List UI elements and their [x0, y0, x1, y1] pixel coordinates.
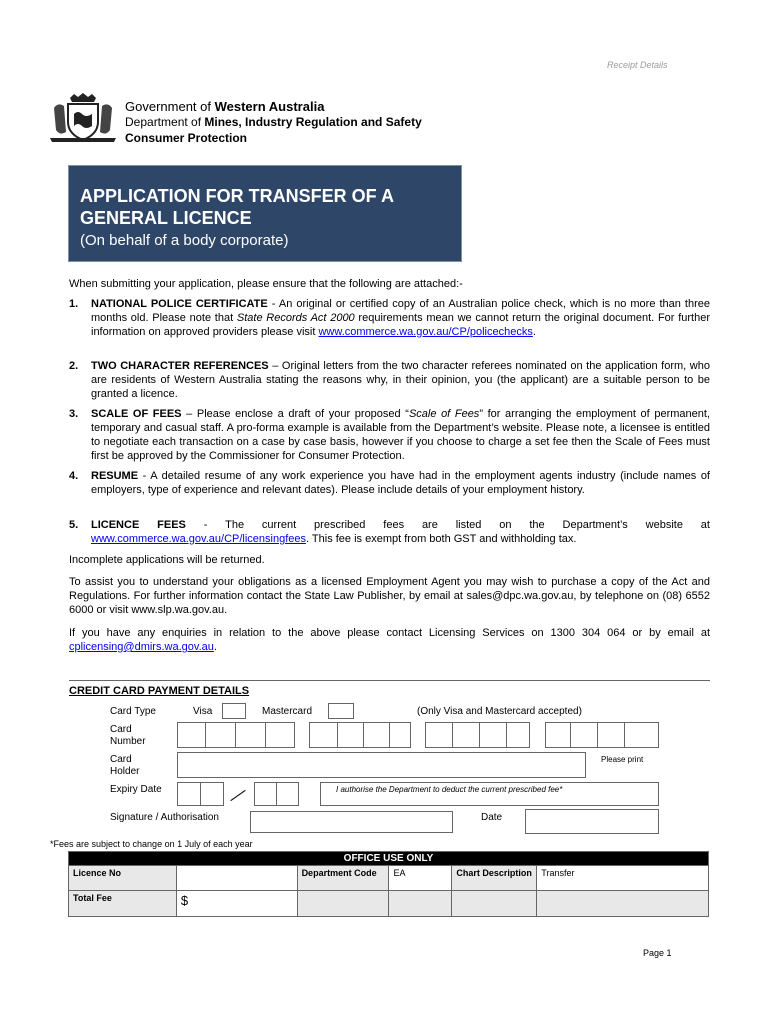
card-holder-label-line1: Card	[110, 754, 132, 765]
item-text-italic: State Records Act 2000	[236, 312, 355, 324]
card-number-digit[interactable]	[597, 722, 625, 748]
office-blank-cell	[297, 891, 389, 917]
licence-no-field[interactable]	[176, 866, 297, 891]
requirement-item-resume	[69, 469, 710, 497]
item-text-italic: Scale of Fees	[408, 408, 480, 420]
enquiries-text: .	[213, 641, 217, 653]
dept-name-bold: Mines, Industry Regulation and Safety	[204, 115, 422, 129]
dollar-sign: $	[180, 893, 189, 908]
form-subtitle: (On behalf of a body corporate)	[80, 232, 289, 249]
licensing-fees-link[interactable]: www.commerce.wa.gov.au/CP/licensingfees	[91, 533, 306, 545]
card-holder-input[interactable]	[177, 752, 586, 778]
item-heading: SCALE OF FEES	[91, 408, 182, 420]
authorise-note: I authorise the Department to deduct the current prescribed fee*	[336, 785, 563, 794]
accepted-cards-note: (Only Visa and Mastercard accepted)	[417, 706, 582, 717]
card-number-digit[interactable]	[265, 722, 295, 748]
item-text: requirements mean we cannot return the original document. For further information on approved providers please visit	[91, 312, 710, 338]
form-title-line2: GENERAL LICENCE	[80, 208, 252, 228]
card-number-label	[110, 724, 146, 748]
government-name	[125, 99, 324, 114]
item-heading: TWO CHARACTER REFERENCES	[91, 360, 269, 372]
card-number-label-line1: Card	[110, 724, 132, 735]
card-number-digit[interactable]	[309, 722, 338, 748]
expiry-month-digit[interactable]	[200, 782, 224, 806]
requirement-item-police-certificate	[69, 297, 710, 339]
enquiries-text: If you have any enquiries in relation to the above please contact Licensing Services on 1300 304 064 or by email at	[69, 627, 710, 639]
date-field[interactable]	[525, 809, 659, 834]
assist-paragraph: To assist you to understand your obligations as a licensed Employment Agent you may wish to purchase a copy of the Act and Regulations. For further information contact the State Law Publisher, by email at sales@dpc.wa.gov.au, by telephone on (08) 6552 6000 or visit www.slp.wa.gov.au.	[69, 576, 710, 616]
incomplete-notice: Incomplete applications will be returned.	[69, 554, 265, 566]
visa-checkbox[interactable]	[222, 703, 246, 719]
requirement-item-licence-fees	[69, 518, 710, 546]
signature-label: Signature / Authorisation	[110, 812, 219, 823]
card-number-digit[interactable]	[389, 722, 411, 748]
wa-crest-logo	[48, 92, 118, 144]
visa-label: Visa	[193, 706, 213, 717]
item-number: 5.	[69, 519, 79, 531]
receipt-details-label: Receipt Details	[607, 60, 668, 70]
card-number-digit[interactable]	[479, 722, 507, 748]
page-number: Page 1	[643, 948, 672, 958]
chart-description-text: Chart Description	[456, 868, 532, 878]
gov-name-bold: Western Australia	[214, 99, 325, 114]
please-print-note: Please print	[601, 755, 644, 764]
item-text: ” for arranging the employment of permanent, temporary and casual staff. A pro-forma example is available from the Department’s website. Please note, a licensee is entitled to negotiate each transaction on a case by case basis, however if you choose to charge a set fee then the Scale of Fees must first be approved by the Commissioner for Consumer Protection.	[91, 408, 710, 462]
department-code-text: Department Code	[301, 868, 377, 878]
item-heading: NATIONAL POLICE CERTIFICATE	[91, 298, 268, 310]
expiry-date-label: Expiry Date	[110, 784, 162, 795]
office-blank-cell	[452, 891, 537, 917]
total-fee-field[interactable]	[176, 891, 297, 917]
police-checks-link[interactable]: www.commerce.wa.gov.au/CP/policechecks	[318, 326, 533, 338]
card-number-digit[interactable]	[452, 722, 480, 748]
department-code-label	[297, 866, 389, 891]
expiry-separator	[230, 790, 245, 801]
total-fee-text: Total Fee	[73, 893, 112, 903]
item-number: 1.	[69, 298, 79, 310]
enquiries-paragraph	[69, 626, 710, 654]
card-number-digit[interactable]	[205, 722, 236, 748]
item-heading: RESUME	[91, 470, 139, 482]
expiry-month-digit[interactable]	[177, 782, 201, 806]
date-label: Date	[481, 812, 503, 823]
card-number-digit[interactable]	[545, 722, 571, 748]
mastercard-label: Mastercard	[262, 706, 313, 717]
chart-description-label	[452, 866, 537, 891]
office-blank-cell	[389, 891, 452, 917]
form-title-line1: APPLICATION FOR TRANSFER OF A	[80, 186, 394, 206]
office-use-table	[68, 851, 709, 917]
gov-prefix: Government of	[125, 99, 215, 114]
card-number-digit[interactable]	[177, 722, 206, 748]
licence-no-text: Licence No	[73, 868, 122, 878]
card-number-digit[interactable]	[506, 722, 530, 748]
item-number: 4.	[69, 470, 79, 482]
form-title	[80, 185, 394, 229]
card-number-digit[interactable]	[235, 722, 266, 748]
transfer-cell: Transfer	[537, 866, 709, 891]
item-number: 3.	[69, 408, 79, 420]
total-fee-label	[69, 891, 177, 917]
card-number-digit[interactable]	[624, 722, 659, 748]
card-number-label-line2: Number	[110, 736, 146, 747]
card-number-digit[interactable]	[337, 722, 364, 748]
item-text: .	[532, 326, 536, 338]
item-number: 2.	[69, 360, 79, 372]
licensing-email-link[interactable]: cplicensing@dmirs.wa.gov.au	[69, 641, 214, 653]
expiry-year-digit[interactable]	[254, 782, 277, 806]
office-blank-cell	[537, 891, 709, 917]
item-text: - A detailed resume of any work experience you have had in the employment agents industry (include names of employers, type of experience and relevant dates). Please include details of your employment history.	[91, 470, 710, 496]
requirement-item-scale-of-fees	[69, 407, 710, 463]
fees-change-note: *Fees are subject to change on 1 July of each year	[50, 839, 253, 849]
card-holder-label	[110, 754, 139, 778]
title-banner	[68, 165, 462, 262]
item-text: . This fee is exempt from both GST and withholding tax.	[306, 533, 577, 545]
card-number-digit[interactable]	[363, 722, 390, 748]
card-holder-label-line2: Holder	[110, 766, 140, 777]
department-name	[125, 115, 422, 129]
licence-no-label	[69, 866, 177, 891]
credit-card-section-title: CREDIT CARD PAYMENT DETAILS	[69, 685, 250, 697]
signature-field[interactable]	[250, 811, 453, 833]
item-text: – Original letters from the two character referees nominated on the application form, who are residents of Western Australia stating the reasons why, in their opinion, you (the applicant) are a suitable person to be granted a licence.	[91, 360, 710, 400]
ea-cell: EA	[389, 866, 452, 891]
section-divider	[69, 680, 710, 681]
item-text: - The current prescribed fees are listed on the Department’s website at	[185, 519, 710, 531]
expiry-year-digit[interactable]	[276, 782, 299, 806]
item-text: – Please enclose a draft of your proposed “	[181, 408, 409, 420]
item-heading: LICENCE FEES	[91, 519, 186, 531]
requirement-item-character-references	[69, 359, 710, 401]
card-number-digit[interactable]	[570, 722, 598, 748]
mastercard-checkbox[interactable]	[328, 703, 354, 719]
office-use-title: OFFICE USE ONLY	[69, 852, 709, 866]
division-name: Consumer Protection	[125, 131, 248, 145]
card-type-label: Card Type	[110, 706, 156, 717]
intro-text: When submitting your application, please ensure that the following are attached:-	[69, 278, 463, 290]
dept-prefix: Department of	[125, 115, 205, 129]
item-text: - An original or certified copy of an Australian police check, which is no more than three months old. Please note that	[91, 298, 710, 324]
card-number-digit[interactable]	[425, 722, 453, 748]
